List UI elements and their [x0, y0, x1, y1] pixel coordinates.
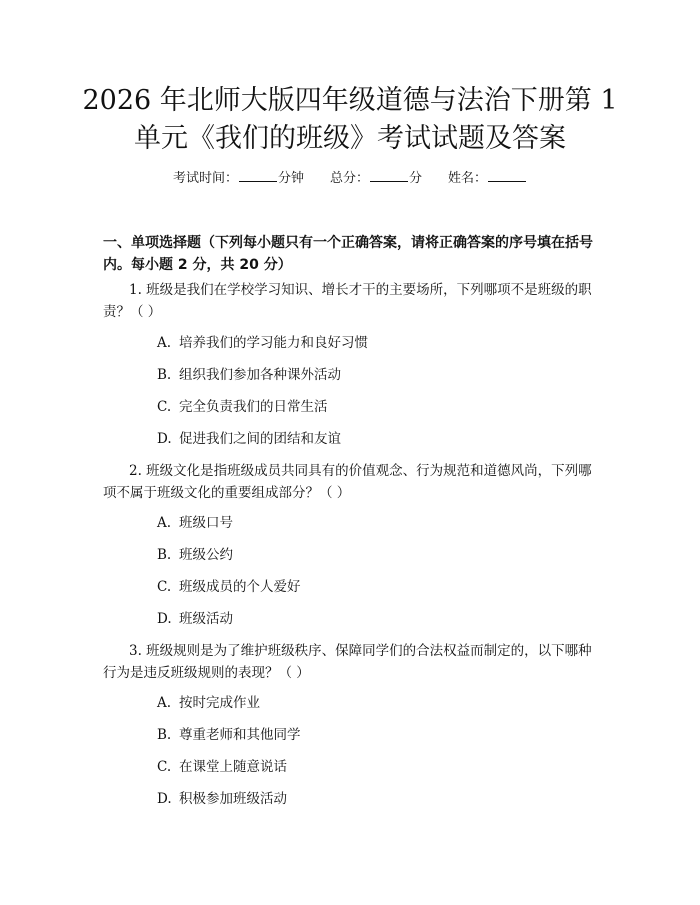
time-unit: 分钟: [277, 171, 304, 186]
option-letter: B.: [157, 727, 172, 743]
option-text: 班级成员的个人爱好: [179, 579, 301, 595]
option-3a: [157, 693, 260, 713]
option-letter: A.: [157, 515, 172, 531]
option-letter: A.: [157, 695, 172, 711]
option-1b: [157, 365, 341, 385]
option-text: 班级口号: [179, 515, 233, 531]
option-text: 在课堂上随意说话: [179, 759, 287, 775]
option-text: 完全负责我们的日常生活: [179, 399, 328, 415]
option-letter: B.: [157, 367, 172, 383]
time-blank: [239, 168, 277, 182]
option-text: 培养我们的学习能力和良好习惯: [179, 335, 368, 351]
option-letter: C.: [157, 399, 172, 415]
option-letter: D.: [157, 611, 172, 627]
option-letter: B.: [157, 547, 172, 563]
option-text: 积极参加班级活动: [179, 791, 287, 807]
option-2b: [157, 545, 233, 565]
option-text: 班级活动: [179, 611, 233, 627]
score-label: 总分：: [329, 171, 369, 186]
option-3c: [157, 757, 287, 777]
option-text: 组织我们参加各种课外活动: [179, 367, 341, 383]
name-label: 姓名：: [448, 171, 488, 186]
option-text: 促进我们之间的团结和友谊: [179, 431, 341, 447]
score-unit: 分: [409, 171, 423, 186]
option-1a: [157, 333, 368, 353]
question-1: 1. 班级是我们在学校学习知识、增长才干的主要场所，下列哪项不是班级的职责？（ ）: [103, 282, 592, 320]
option-letter: D.: [157, 791, 172, 807]
option-3b: [157, 725, 301, 745]
option-text: 按时完成作业: [179, 695, 260, 711]
option-text: 班级公约: [179, 547, 233, 563]
option-letter: D.: [157, 431, 172, 447]
option-letter: C.: [157, 759, 172, 775]
exam-meta: [0, 168, 700, 189]
score-blank: [370, 168, 408, 182]
question-3: 3. 班级规则是为了维护班级秩序、保障同学们的合法权益而制定的，以下哪种行为是违反班级规则的表现？（ ）: [103, 643, 592, 681]
option-text: 尊重老师和其他同学: [179, 727, 301, 743]
option-2c: [157, 577, 301, 597]
section-heading: 一、单项选择题（下列每小题只有一个正确答案，请将正确答案的序号填在括号内。每小题 2 分，共 20 分）: [103, 235, 593, 273]
option-2d: [157, 609, 233, 629]
option-letter: A.: [157, 335, 172, 351]
page-title: 2026 年北师大版四年级道德与法治下册第 1 单元《我们的班级》考试试题及答案: [82, 85, 618, 154]
option-2a: [157, 513, 233, 533]
name-blank: [488, 168, 526, 182]
time-label: 考试时间：: [172, 171, 238, 186]
option-1c: [157, 397, 328, 417]
option-1d: [157, 429, 341, 449]
option-letter: C.: [157, 579, 172, 595]
option-3d: [157, 789, 287, 809]
question-2: 2. 班级文化是指班级成员共同具有的价值观念、行为规范和道德风尚，下列哪项不属于班级文化的重要组成部分？（ ）: [103, 463, 592, 501]
